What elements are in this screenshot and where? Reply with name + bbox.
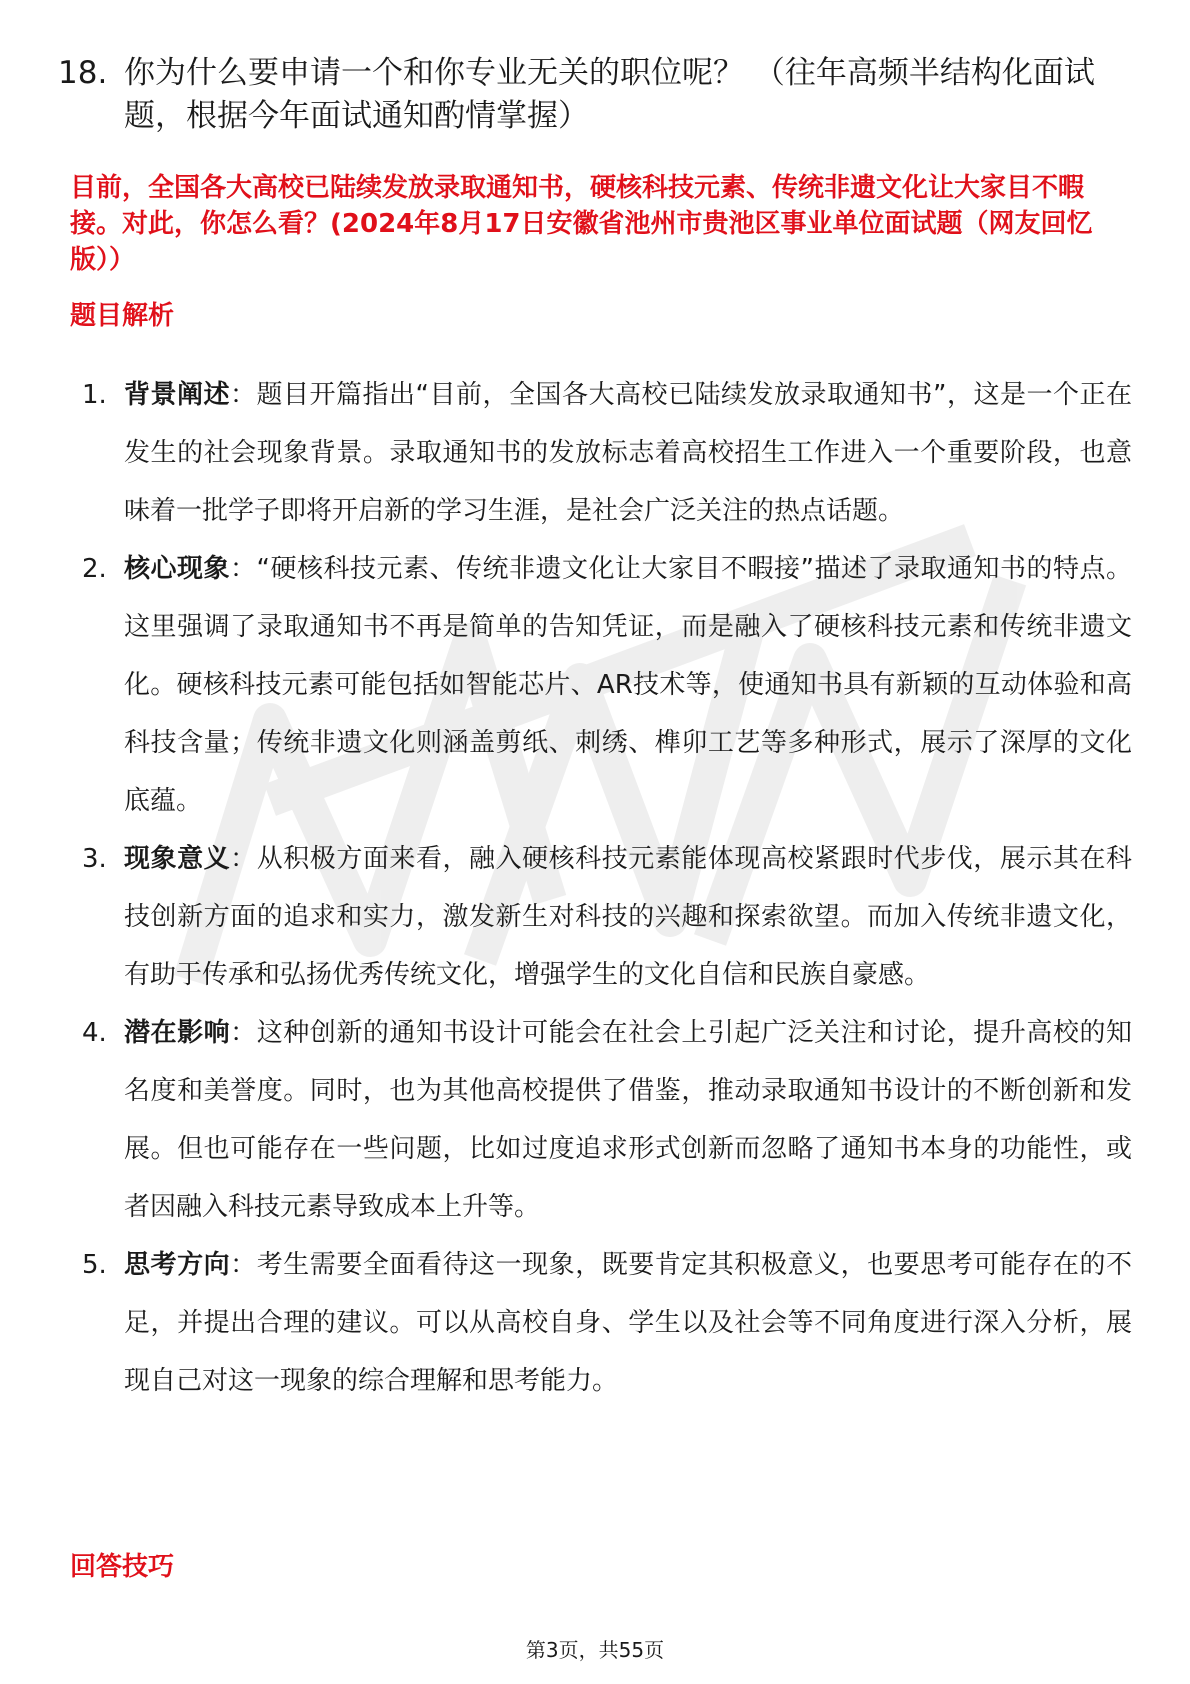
analysis-text: ：从积极方面来看，融入硬核科技元素能体现高校紧跟时代步伐，展示其在科技创新方面的追求和实力，激发新生对科技的兴趣和探索欲望。而加入传统非遗文化，有助于传承和弘扬优秀传统文化，增强学生的文化自信和民族自豪感。 xyxy=(124,844,1132,990)
analysis-item-core-phenomenon xyxy=(82,540,1132,830)
exam-question-prompt: 目前，全国各大高校已陆续发放录取通知书，硬核科技元素、传统非遗文化让大家目不暇接。对此，你怎么看？(2024年8月17日安徽省池州市贵池区事业单位面试题（网友回忆版）） xyxy=(70,173,1093,275)
analysis-item-significance xyxy=(82,830,1132,1004)
analysis-text: ：这种创新的通知书设计可能会在社会上引起广泛关注和讨论，提升高校的知名度和美誉度。同时，也为其他高校提供了借鉴，推动录取通知书设计的不断创新和发展。但也可能存在一些问题，比如过度追求形式创新而忽略了通知书本身的功能性，或者因融入科技元素导致成本上升等。 xyxy=(124,1018,1132,1222)
question-title xyxy=(58,52,1133,138)
list-number: 5. xyxy=(82,1250,107,1280)
list-number: 3. xyxy=(82,844,107,874)
analysis-term: 现象意义 xyxy=(124,844,231,874)
question-text: 你为什么要申请一个和你专业无关的职位呢？ （往年高频半结构化面试题，根据今年面试通知酌情掌握） xyxy=(124,55,1095,134)
analysis-heading: 题目解析 xyxy=(70,301,175,331)
analysis-item-potential-impact xyxy=(82,1004,1132,1236)
answer-tips-heading: 回答技巧 xyxy=(70,1552,175,1582)
analysis-item-body xyxy=(124,366,1132,540)
list-number: 2. xyxy=(82,554,107,584)
analysis-item-body xyxy=(124,830,1132,1004)
analysis-item-body xyxy=(124,1004,1132,1236)
analysis-term: 思考方向 xyxy=(124,1250,231,1280)
list-number: 4. xyxy=(82,1018,107,1048)
analysis-item-body xyxy=(124,540,1132,830)
analysis-term: 核心现象 xyxy=(124,554,231,584)
question-number: 18. xyxy=(58,55,108,91)
analysis-list xyxy=(82,366,1132,1410)
page-number-footer: 第3页，共55页 xyxy=(525,1638,665,1662)
analysis-text: ：“硬核科技元素、传统非遗文化让大家目不暇接”描述了录取通知书的特点。这里强调了录取通知书不再是简单的告知凭证，而是融入了硬核科技元素和传统非遗文化。硬核科技元素可能包括如智能芯片、AR技术等，使通知书具有新颖的互动体验和高科技含量；传统非遗文化则涵盖剪纸、刺绣、榫卯工艺等多种形式，展示了深厚的文化底蕴。 xyxy=(124,554,1132,816)
analysis-item-thinking-direction xyxy=(82,1236,1132,1410)
analysis-item-body xyxy=(124,1236,1132,1410)
analysis-text: ：题目开篇指出“目前，全国各大高校已陆续发放录取通知书”，这是一个正在发生的社会现象背景。录取通知书的发放标志着高校招生工作进入一个重要阶段，也意味着一批学子即将开启新的学习生涯，是社会广泛关注的热点话题。 xyxy=(124,380,1132,526)
analysis-term: 背景阐述 xyxy=(124,380,231,410)
analysis-term: 潜在影响 xyxy=(124,1018,231,1048)
analysis-text: ：考生需要全面看待这一现象，既要肯定其积极意义，也要思考可能存在的不足，并提出合理的建议。可以从高校自身、学生以及社会等不同角度进行深入分析，展现自己对这一现象的综合理解和思考能力。 xyxy=(124,1250,1132,1396)
list-number: 1. xyxy=(82,380,107,410)
analysis-item-background xyxy=(82,366,1132,540)
